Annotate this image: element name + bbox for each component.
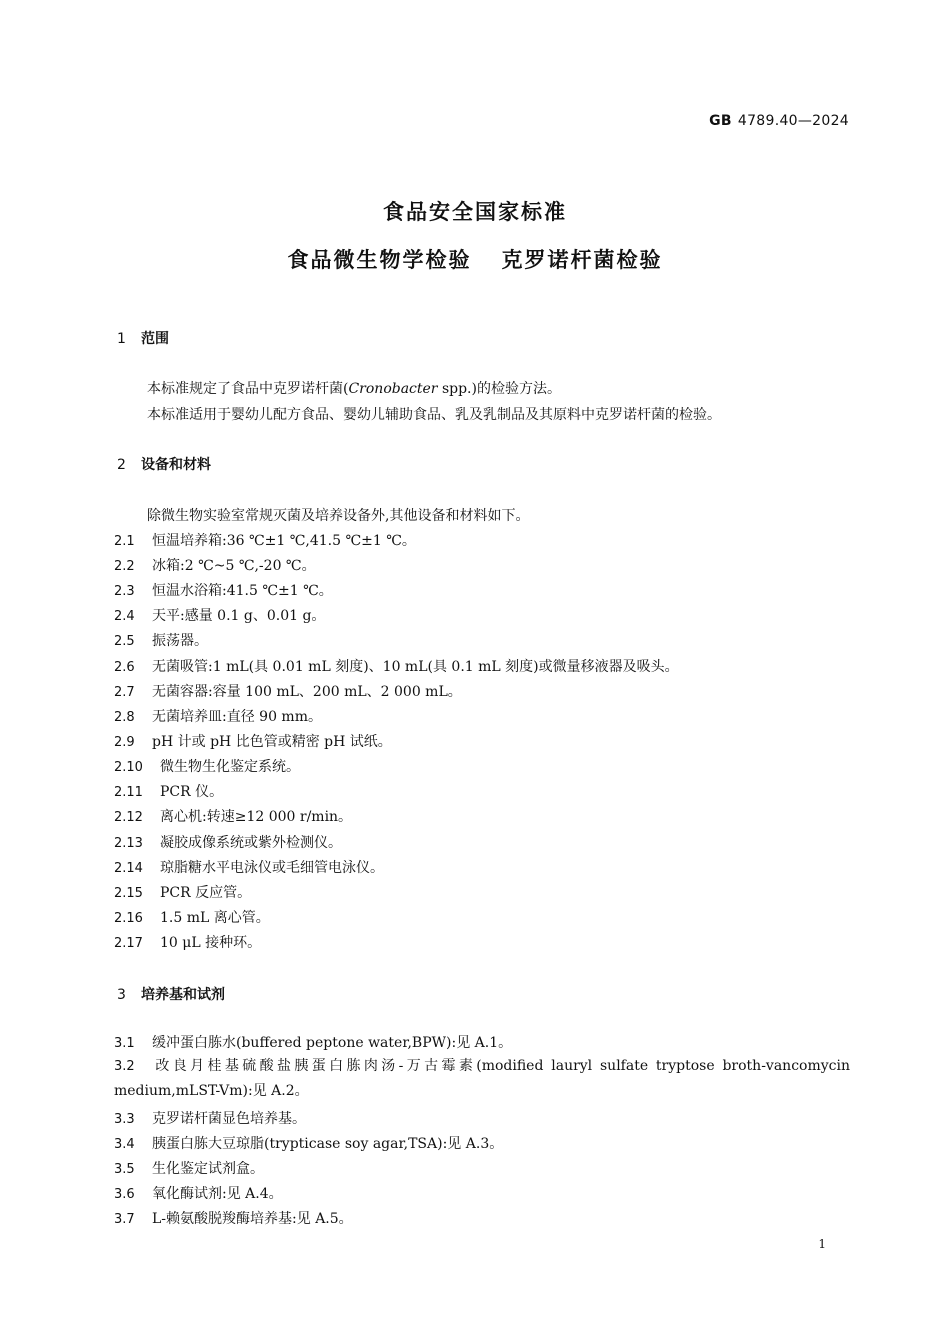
standard-code	[709, 113, 849, 129]
list-item: 3.2 改良月桂基硫酸盐胰蛋白胨肉汤-万古霉素(modified lauryl sulfate tryptose broth-vancomycin medium,mLST-Vm):见 A.2。	[114, 1058, 850, 1099]
list-item: 3.1 缓冲蛋白胨水(buffered peptone water,BPW):见 A.1。	[114, 1035, 513, 1051]
list-item: 2.16 1.5 mL 离心管。	[114, 910, 270, 926]
list-item: 2.1 恒温培养箱:36 ℃±1 ℃,41.5 ℃±1 ℃。	[114, 533, 416, 549]
section-heading-equipment	[117, 454, 211, 474]
section-title: 培养基和试剂	[141, 987, 225, 1003]
list-item: 3.3 克罗诺杆菌显色培养基。	[114, 1111, 306, 1127]
list-item: 2.5 振荡器。	[114, 633, 208, 649]
list-item: 2.12 离心机:转速≥12 000 r/min。	[114, 809, 353, 825]
list-item: 2.13 凝胶成像系统或紫外检测仪。	[114, 835, 342, 851]
section-title: 设备和材料	[141, 457, 211, 473]
list-item: 2.2 冰箱:2 ℃~5 ℃,-20 ℃。	[114, 558, 316, 574]
document-title-line1: 食品安全国家标准	[383, 200, 567, 224]
title-part1: 食品微生物学检验	[287, 248, 472, 272]
list-item: 2.4 天平:感量 0.1 g、0.01 g。	[114, 608, 326, 624]
list-item: 2.9 pH 计或 pH 比色管或精密 pH 试纸。	[114, 734, 392, 750]
scope-paragraph-2: 本标准适用于婴幼儿配方食品、婴幼儿辅助食品、乳及乳制品及其原料中克罗诺杆菌的检验。	[147, 407, 721, 423]
title-part2: 克罗诺杆菌检验	[501, 248, 663, 272]
list-item: 2.17 10 μL 接种环。	[114, 935, 262, 951]
list-item: 2.8 无菌培养皿:直径 90 mm。	[114, 709, 322, 725]
list-item: 2.15 PCR 反应管。	[114, 885, 252, 901]
list-item: 2.10 微生物生化鉴定系统。	[114, 759, 300, 775]
section-number: 1	[117, 331, 126, 347]
list-item: 3.6 氧化酶试剂:见 A.4。	[114, 1186, 283, 1202]
section-heading-scope	[117, 328, 169, 348]
list-item: 2.6 无菌吸管:1 mL(具 0.01 mL 刻度)、10 mL(具 0.1 mL 刻度)或微量移液器及吸头。	[114, 659, 679, 675]
list-item: 3.7 L-赖氨酸脱羧酶培养基:见 A.5。	[114, 1211, 353, 1227]
genus-name: Cronobacter	[348, 381, 438, 397]
list-item: 3.4 胰蛋白胨大豆琼脂(trypticase soy agar,TSA):见 A.3。	[114, 1136, 504, 1152]
scope-paragraph-1: 本标准规定了食品中克罗诺杆菌(Cronobacter spp.)的检验方法。	[147, 381, 561, 397]
list-item: 2.3 恒温水浴箱:41.5 ℃±1 ℃。	[114, 583, 333, 599]
section-heading-media	[117, 984, 225, 1004]
section-number: 2	[117, 457, 126, 473]
page-number: 1	[818, 1237, 826, 1251]
equipment-intro: 除微生物实验室常规灭菌及培养设备外,其他设备和材料如下。	[147, 508, 530, 524]
standard-number: 4789.40—2024	[737, 113, 849, 129]
list-item: 2.11 PCR 仪。	[114, 784, 224, 800]
section-title: 范围	[141, 331, 169, 347]
standard-prefix: GB	[709, 113, 732, 129]
section-number: 3	[117, 987, 126, 1003]
list-item: 3.5 生化鉴定试剂盒。	[114, 1161, 264, 1177]
document-title-line2	[0, 244, 950, 274]
list-item: 2.14 琼脂糖水平电泳仪或毛细管电泳仪。	[114, 860, 384, 876]
list-item: 2.7 无菌容器:容量 100 mL、200 mL、2 000 mL。	[114, 684, 462, 700]
